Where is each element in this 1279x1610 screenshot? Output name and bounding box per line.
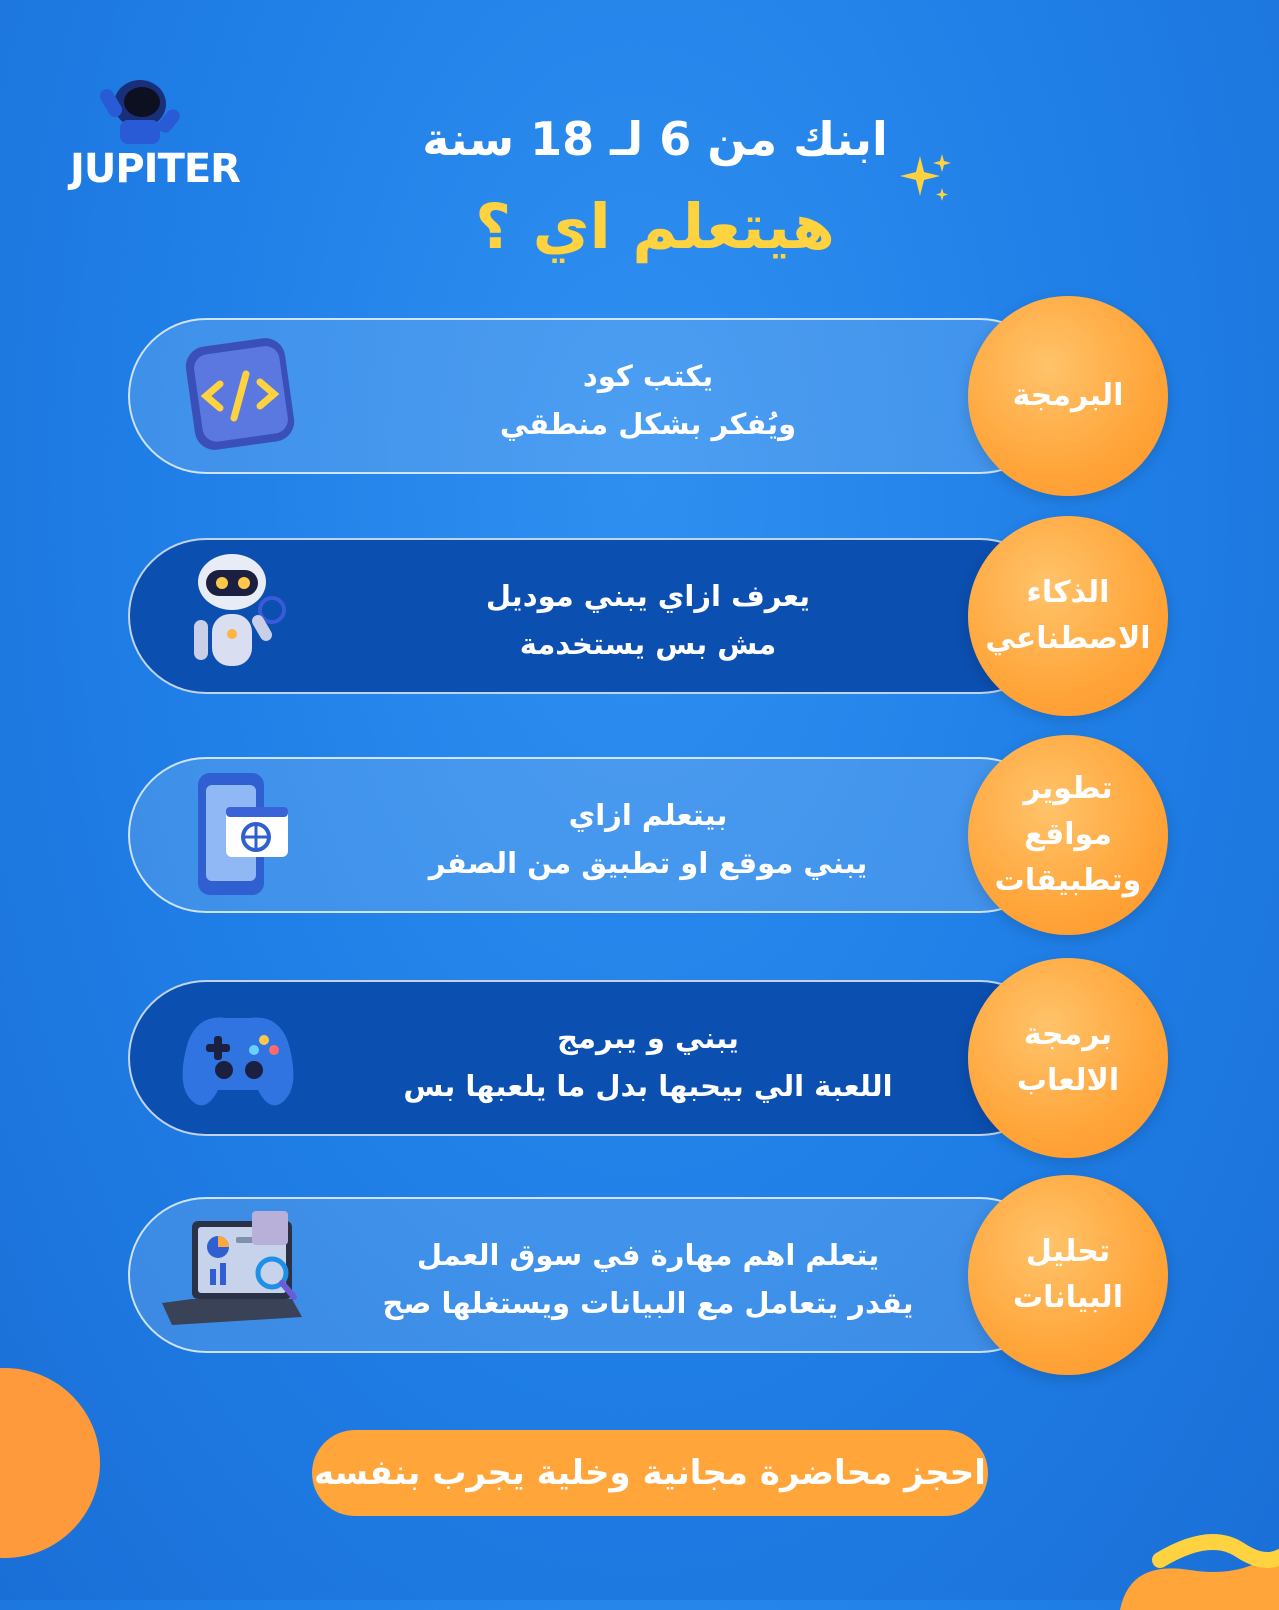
robot-icon — [168, 548, 308, 684]
logo-text: JUPITER — [70, 146, 240, 192]
row-description-line1: يبني و يبرمج — [557, 1021, 739, 1055]
row-description — [298, 572, 998, 668]
row-game-dev — [128, 980, 1170, 1140]
row-description-line1: يتعلم اهم مهارة في سوق العمل — [416, 1238, 880, 1272]
book-free-lecture-button[interactable] — [312, 1430, 988, 1516]
row-description-line1: يكتب كود — [582, 359, 714, 393]
category-label: تحليل البيانات — [1013, 1234, 1123, 1315]
code-icon — [168, 328, 308, 464]
row-description-line2: يبني موقع او تطبيق من الصفر — [428, 846, 868, 880]
row-data-analysis — [128, 1197, 1170, 1357]
cta-label: احجز محاضرة مجانية وخلية يجرب بنفسه — [314, 1453, 986, 1493]
web-app-icon — [168, 767, 308, 903]
row-description-line2: يقدر يتعامل مع البيانات ويستغلها صح — [382, 1286, 914, 1320]
gamepad-icon — [158, 990, 318, 1126]
category-label: البرمجة — [1012, 378, 1124, 413]
category-badge — [968, 296, 1168, 496]
jupiter-logo — [70, 68, 240, 192]
laptop-analytics-icon — [152, 1207, 312, 1343]
sparkle-icon — [898, 152, 954, 208]
row-description — [298, 352, 998, 448]
category-badge — [968, 735, 1168, 935]
row-description — [298, 791, 998, 887]
row-description-line2: مش بس يستخدمة — [519, 627, 777, 661]
decorative-wave — [1100, 1520, 1279, 1610]
row-ai — [128, 538, 1170, 698]
row-description — [298, 1014, 998, 1110]
category-label: تطوير مواقع وتطبيقات — [994, 771, 1142, 898]
category-badge — [968, 1175, 1168, 1375]
category-badge — [968, 958, 1168, 1158]
row-description-line1: يعرف ازاي يبني موديل — [485, 579, 811, 613]
decorative-circle — [0, 1368, 100, 1558]
page-title: ابنك من 6 لـ 18 سنة — [422, 112, 888, 166]
row-programming — [128, 318, 1170, 478]
category-label: برمجة الالعاب — [1016, 1017, 1120, 1098]
row-description-line1: بيتعلم ازاي — [568, 798, 728, 832]
row-description-line2: ويُفكر بشكل منطقي — [499, 407, 797, 441]
category-badge — [968, 516, 1168, 716]
category-label: الذكاء الاصطناعي — [985, 575, 1151, 656]
row-description-line2: اللعبة الي بيحبها بدل ما يلعبها بس — [403, 1069, 893, 1103]
page-subtitle: هيتعلم اي ؟ — [475, 190, 835, 263]
row-description — [298, 1231, 998, 1327]
row-web-apps — [128, 757, 1170, 917]
astronaut-icon — [70, 68, 200, 148]
